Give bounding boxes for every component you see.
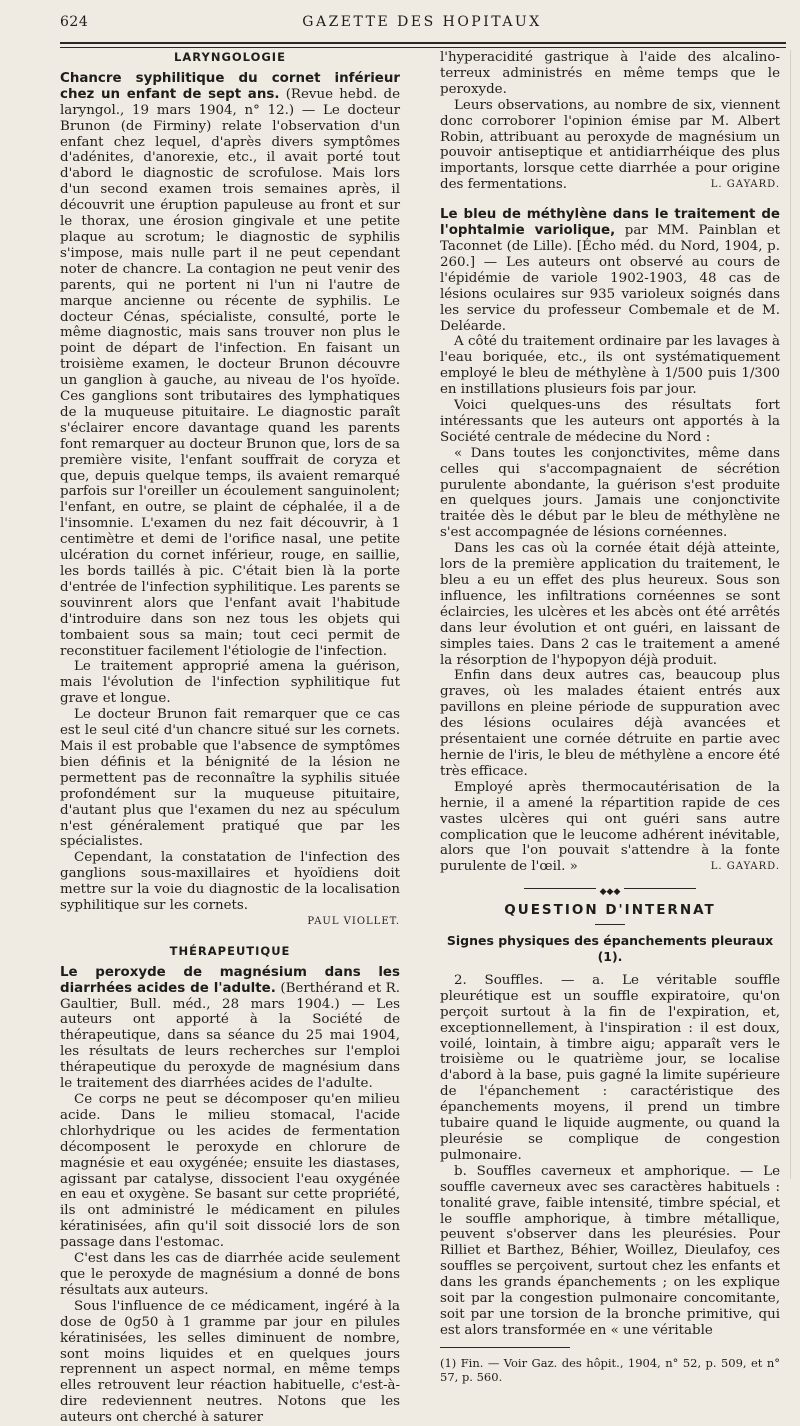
header-rule-thick — [60, 42, 786, 44]
page-number: 624 — [60, 14, 89, 30]
article-paragraph: b. Souffles caverneux et amphorique. — Le souffle caverneux avec ses caractères habituels : tonalité grave, faible intensité, timbre spécial, et le souffle amphorique, à timbre métallique, peuvent s'observer dans les pleurésies. Pour Rilliet et Barthez, Béhier, Woillez, Dieulafoy, ces souffles se perçoivent, surtout chez les enfants et dans les grands épanchements ; on les explique soit par la congestion pulmonaire concomitante, soit par une torsion de la bronche primitive, qui est alors transformée en « une véritable — [440, 1163, 780, 1338]
article-bleu-intro — [440, 207, 780, 334]
article-paragraph: « Dans toutes les conjonctivites, même dans celles qui s'accompagnaient de sécrétion purulente abondante, la guérison s'est produite en quelques jours. Jamais une conjonctivite traitée dès le début par le bleu de méthylène ne s'est accompagnée de lésions cornéennes. — [440, 445, 780, 541]
article-peroxyde-intro — [60, 965, 400, 1092]
author-signature: L. GAYARD. — [710, 861, 780, 873]
section-heading-laryngologie: LARYNGOLOGIE — [174, 50, 286, 64]
right-column — [440, 50, 780, 1384]
article-citation: (Revue hebd. de laryngol., 19 mars 1904, n° 12.) — — [60, 86, 400, 118]
header-rule-thin — [60, 47, 786, 48]
article-paragraph — [440, 780, 780, 875]
section-heading-question-internat: QUESTION D'INTERNAT — [504, 902, 716, 919]
article-paragraph: Les auteurs ont apporté à la Société de thérapeutique, dans sa séance du 25 mai 1904, les résultats de leurs recherches sur l'emploi thérapeutique du peroxyde de magnésium dans le traitement des diarrhées acides de l'adulte. — [60, 996, 400, 1092]
article-paragraph: Enfin dans deux autres cas, beaucoup plus graves, où les malades étaient entrés aux pavillons en pleine période de suppuration avec des lésions oculaires déjà avancées et présentaient une cornée détruite en partie avec hernie de l'iris, le bleu de méthylène a encore été très efficace. — [440, 668, 780, 779]
article-paragraph: C'est dans les cas de diarrhée acide seulement que le peroxyde de magnésium a donné de bons résultats aux auteurs. — [60, 1251, 400, 1298]
author-signature: PAUL VIOLLET. — [307, 915, 400, 927]
section-divider — [440, 883, 780, 898]
article-citation: (Berthérand et R. Gaultier, Bull. méd., 28 mars 1904.) — — [60, 980, 400, 1012]
article-paragraph-text: Employé après thermocautérisation de la hernie, il a amené la répartition rapide de ces vastes ulcères qui ont guéri sans autre complication que le leucome adhérent inévitable, alors que l'on pouvait s'attendre à la fonte purulente de l'œil. » — [440, 779, 780, 875]
article-citation: par MM. Painblan et Taconnet (de Lille). [Écho méd. du Nord, 1904, p. 260.] — — [440, 223, 780, 270]
article-paragraph: Sous l'influence de ce médicament, ingéré à la dose de 0g50 à 1 gramme par jour en pilules kératinisées, les selles diminuent de nombre, sont moins liquides et en quelques jours reprennent un aspect normal, en même temps elles retrouvent leur réaction habituelle, c'est-à-dire redeviennent neutres. Notons que les auteurs ont cherché à saturer — [60, 1298, 400, 1426]
left-column — [60, 50, 400, 1426]
article-paragraph: A côté du traitement ordinaire par les lavages à l'eau boriquée, etc., ils ont systématiquement employé le bleu de méthylène à 1/500 puis 1/300 en instillations plusieurs fois par jour. — [440, 334, 780, 398]
footnote-rule — [440, 1347, 570, 1348]
article-paragraph: Cependant, la constatation de l'infection des ganglions sous-maxillaires et hyoïdiens doit mettre sur la voie du diagnostic de la localisation syphilitique sur les cornets. — [60, 850, 400, 914]
author-signature: L. GAYARD. — [710, 179, 780, 191]
journal-title: GAZETTE DES HOPITAUX — [302, 14, 542, 30]
page-header — [60, 14, 784, 36]
article-paragraph: Les auteurs ont observé au cours de l'épidémie de variole 1902-1903, 48 cas de lésions oculaires sur 935 varioleux soignés dans les service du professeur Combemale et de M. Deléarde. — [440, 254, 780, 334]
footnote: (1) Fin. — Voir Gaz. des hôpit., 1904, n° 52, p. 509, et n° 57, p. 560. — [440, 1355, 780, 1384]
article-paragraph: 2. Souffles. — a. Le véritable souffle pleurétique est un souffle expiratoire, qu'on perçoit surtout à la fin de l'expiration, et, exceptionnellement, à l'inspiration : il est doux, voilé, lointain, à timbre aigu; apparaît vers le troisième ou le quatrième jour, se localise d'abord à la base, puis gagné la limite supérieure de l'épanchement : caractéristique des épanchements moyens, il prend un timbre tubaire quand le liquide augmente, ou quand la pleurésie se complique de congestion pulmonaire. — [440, 972, 780, 1163]
divider-ornament-icon: ◆◆◆ — [596, 887, 625, 897]
article-paragraph: Le docteur Brunon (de Firminy) relate l'observation d'un enfant chez lequel, d'après divers symptômes d'adénites, d'anorexie, etc., il avait porté tout d'abord le diagnostic de scrofulose. Mais lors d'un second examen trois semaines après, il découvrit une éruption papuleuse au front et sur le thorax, une érosion gingivale et une petite plaque au scrotum; le diagnostic de syphilis s'impose, mais nulle part il ne peut cependant noter de chancre. La contagion ne peut venir des parents, qui ne portent ni l'un ni l'autre de marque ancienne ou récente de syphilis. Le docteur Cénas, spécialiste, consulté, porte le même diagnostic, mais sans trouver non plus le point de départ de l'infection. En faisant un troisième examen, le docteur Brunon découvre un ganglion à gauche, au niveau de l'os hyoïde. Ces ganglions sont tributaires des lymphatiques de la muqueuse pituitaire. Le diagnostic paraît s'éclairer encore davantage quand les parents font remarquer au docteur Brunon que, lors de sa première visite, l'enfant souffrait de coryza et que, depuis quelque temps, ils avaient remarqué parfois sur l'oreiller un écoulement sanguinolent; l'enfant, en outre, se plaint de céphalée, il a de l'insomnie. L'examen du nez fait découvrir, à 1 centimètre et demi de l'orifice nasal, une petite ulcération du cornet inférieur, rouge, en saillie, les bords taillés à pic. C'était bien là la porte d'entrée de l'infection syphilitique. Les parents se souvinrent alors que l'enfant avait l'habitude d'introduire dans son nez tous les objets qui tombaient sous sa main; tout ceci permit de reconstituer facilement l'étiologie de l'infection. — [60, 102, 400, 659]
article-paragraph: Ce corps ne peut se décomposer qu'en milieu acide. Dans le milieu stomacal, l'acide chlorhydrique ou les acides de fermentation décomposent le peroxyde en chlorure de magnésie et eau oxygénée; ensuite les diastases, agissant par catalyse, dissocient l'eau oxygénée en eau et oxygène. Se basant sur cette propriété, ils ont administré le médicament en pilules kératinisées, afin qu'il soit dissocié lors de son passage dans l'estomac. — [60, 1092, 400, 1251]
article-title: Le bleu de méthylène dans le traitement de l'ophtalmie variolique, — [440, 207, 780, 239]
section-heading-therapeutique: THÉRAPEUTIQUE — [169, 943, 291, 958]
article-paragraph: Le docteur Brunon fait remarquer que ce cas est le seul cité d'un chancre situé sur les cornets. Mais il est probable que l'absence de symptômes bien définis et la bénignité de la lésion ne permettent pas de reconnaître la syphilis située profondément sur la muqueuse pituitaire, d'autant plus que l'examen du nez au spéculum n'est généralement pratiqué que par les spécialistes. — [60, 707, 400, 850]
article-subtitle: Signes physiques des épanchements pleuraux (1). — [446, 933, 774, 965]
article-paragraph — [440, 98, 780, 193]
article-paragraph: l'hyperacidité gastrique à l'aide des alcalino-terreux administrés en même temps que le peroxyde. — [440, 50, 780, 97]
page-edge — [790, 50, 800, 1179]
article-title: Le peroxyde de magnésium dans les diarrhées acides de l'adulte. — [60, 964, 400, 996]
article-paragraph: Voici quelques-uns des résultats fort intéressants que les auteurs ont apportés à la Société centrale de médecine du Nord : — [440, 398, 780, 445]
article-paragraph-text: Leurs observations, au nombre de six, viennent donc corroborer l'opinion émise par M. Albert Robin, attribuant au peroxyde de magnésium un pouvoir antiseptique et antidiarrhéique des plus importants, lorsque cette diarrhée a pour origine des fermentations. — [440, 97, 780, 193]
article-paragraph: Dans les cas où la cornée était déjà atteinte, lors de la première application du traitement, le bleu a eu un effet des plus heureux. Sous son influence, les infiltrations cornéennes se sont éclaircies, les ulcères et les abcès ont été arrêtés dans leur évolution et ont guéri, en laissant de simples taies. Dans 2 cas le traitement a amené la résorption de l'hypopyon déjà produit. — [440, 541, 780, 668]
article-title: Chancre syphilitique du cornet inférieur chez un enfant de sept ans. — [60, 70, 400, 102]
article-paragraph: Le traitement approprié amena la guérison, mais l'évolution de l'infection syphilitique fut grave et longue. — [60, 659, 400, 707]
heading-underline — [595, 924, 625, 925]
article-chancre-intro — [60, 71, 400, 660]
